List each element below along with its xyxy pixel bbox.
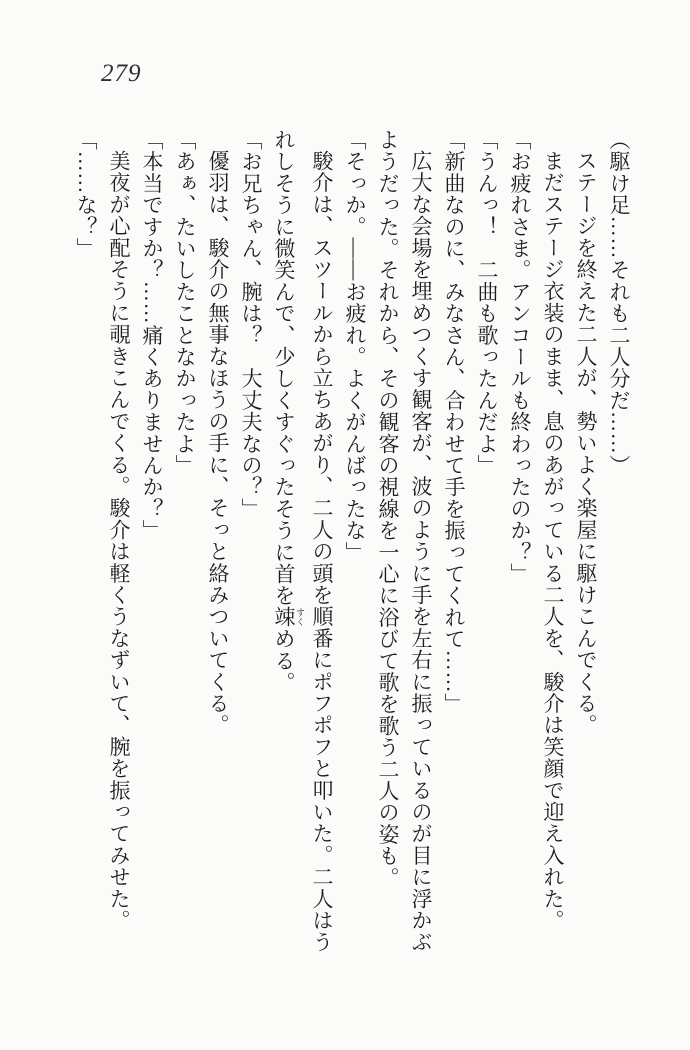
line-dialogue: 「うんっ！ 二曲も歌ったんだよ」 <box>475 129 499 477</box>
line-dialogue: 「……な？」 <box>74 129 98 260</box>
ruby-post-text: める。 <box>272 628 296 694</box>
line-dialogue: 「あぁ、たいしたことなかったよ」 <box>173 129 197 477</box>
line-narration: 駿介は、スツールから立ちあがり、二人の頭を順番にポフポフと叩いた。二人はう <box>310 150 334 953</box>
ruby-pre-text: れしそうに微笑んで、少しくすぐったそうに首を <box>272 129 296 607</box>
line-narration: 広大な会場を埋めつくす観客が、波のように手を左右に振っているのが目に浮かぶ <box>409 150 433 953</box>
line-dialogue: 「お疲れさま。アンコールも終わったのか？」 <box>508 129 532 585</box>
line-narration: まだステージ衣装のまま、息のあがっている二人を、駿介は笑顔で迎え入れた。 <box>541 150 565 932</box>
line-dialogue: 「お兄ちゃん、腕は？ 大丈夫なの？」 <box>239 129 263 520</box>
line-dialogue: 「そっか。――お疲れ。よくがんばったな」 <box>343 129 367 563</box>
ruby-base: 竦 <box>272 606 296 629</box>
line-dialogue: 「新曲なのに、みなさん、合わせて手を振ってくれて……」 <box>442 129 466 715</box>
text-area <box>69 129 635 957</box>
line-narration: ステージを終えた二人が、勢いよく楽屋に駆けこんでくる。 <box>574 150 598 736</box>
ruby-text: すく <box>295 606 305 629</box>
line-narration: 優羽は、駿介の無事なほうの手に、そっと絡みついてくる。 <box>206 150 230 736</box>
line-dialogue: 「本当ですか？……痛くありませんか？」 <box>140 129 164 542</box>
ruby-annotation <box>272 606 305 629</box>
line-parenthetical-thought: （駆け足……それも二人分だ……） <box>607 129 631 477</box>
line-narration-continuation: ようだった。それから、その観客の視線を一心に浴びて歌を歌う二人の姿も。 <box>376 129 400 889</box>
line-narration: 美夜が心配そうに覗きこんでくる。駿介は軽くうなずいて、腕を振ってみせた。 <box>107 150 131 932</box>
line-narration-with-ruby <box>267 129 305 957</box>
page-number: 279 <box>101 60 142 87</box>
